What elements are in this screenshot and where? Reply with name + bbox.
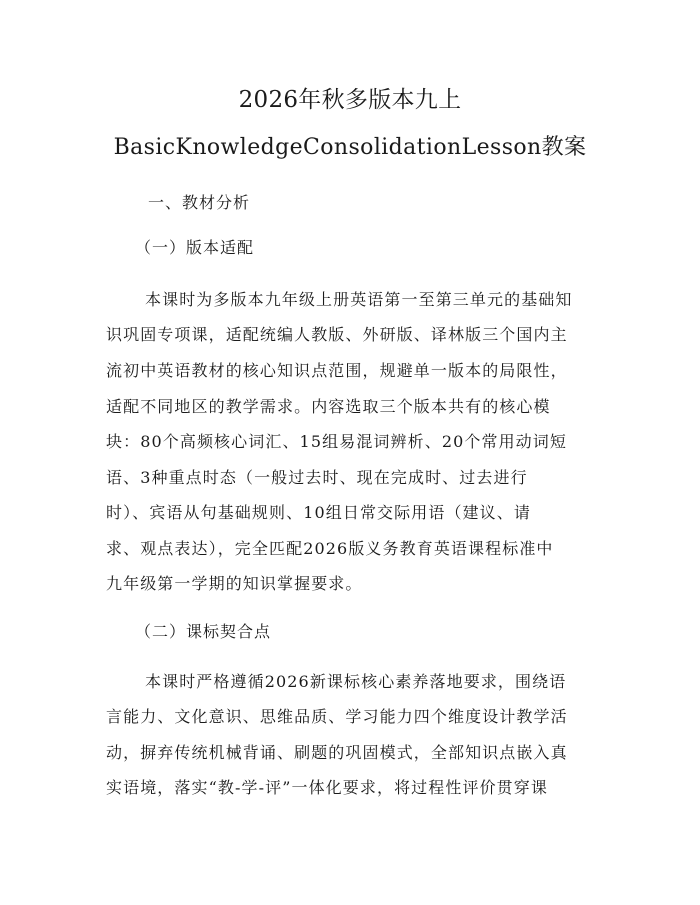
paragraph-line: 本课时为多版本九年级上册英语第一至第三单元的基础知 (145, 290, 573, 309)
subsection-heading-version-adaptation: （一）版本适配 (135, 238, 255, 257)
paragraph-line: 九年级第一学期的知识掌握要求。 (106, 574, 363, 593)
paragraph-line: 时）、宾语从句基础规则、10组日常交际用语（建议、请 (106, 503, 531, 522)
document-title-line-2: BasicKnowledgeConsolidationLesson教案 (113, 135, 587, 160)
paragraph-line: 本课时严格遵循2026新课标核心素养落地要求，围绕语 (145, 672, 567, 691)
subsection-heading-curriculum-alignment: （二）课标契合点 (135, 622, 272, 641)
section-heading-textbook-analysis: 一、教材分析 (148, 193, 251, 212)
paragraph-line: 言能力、文化意识、思维品质、学习能力四个维度设计教学活 (106, 707, 568, 726)
document-title-line-1: 2026年秋多版本九上 (238, 87, 462, 113)
paragraph-line: 识巩固专项课，适配统编人教版、外研版、译林版三个国内主 (106, 325, 568, 344)
paragraph-line: 流初中英语教材的核心知识点范围，规避单一版本的局限性， (106, 361, 568, 380)
paragraph-line: 适配不同地区的教学需求。内容选取三个版本共有的核心模 (106, 397, 551, 416)
paragraph-line: 块：80个高频核心词汇、15组易混词辨析、20个常用动词短 (106, 432, 567, 451)
paragraph-line: 语、3种重点时态（一般过去时、现在完成时、过去进行 (106, 468, 528, 487)
paragraph-line: 求、观点表达），完全匹配2026版义务教育英语课程标准中 (106, 539, 554, 558)
paragraph-line: 实语境，落实“教-学-评”一体化要求，将过程性评价贯穿课 (106, 778, 548, 797)
paragraph-line: 动，摒弃传统机械背诵、刷题的巩固模式，全部知识点嵌入真 (106, 743, 568, 762)
